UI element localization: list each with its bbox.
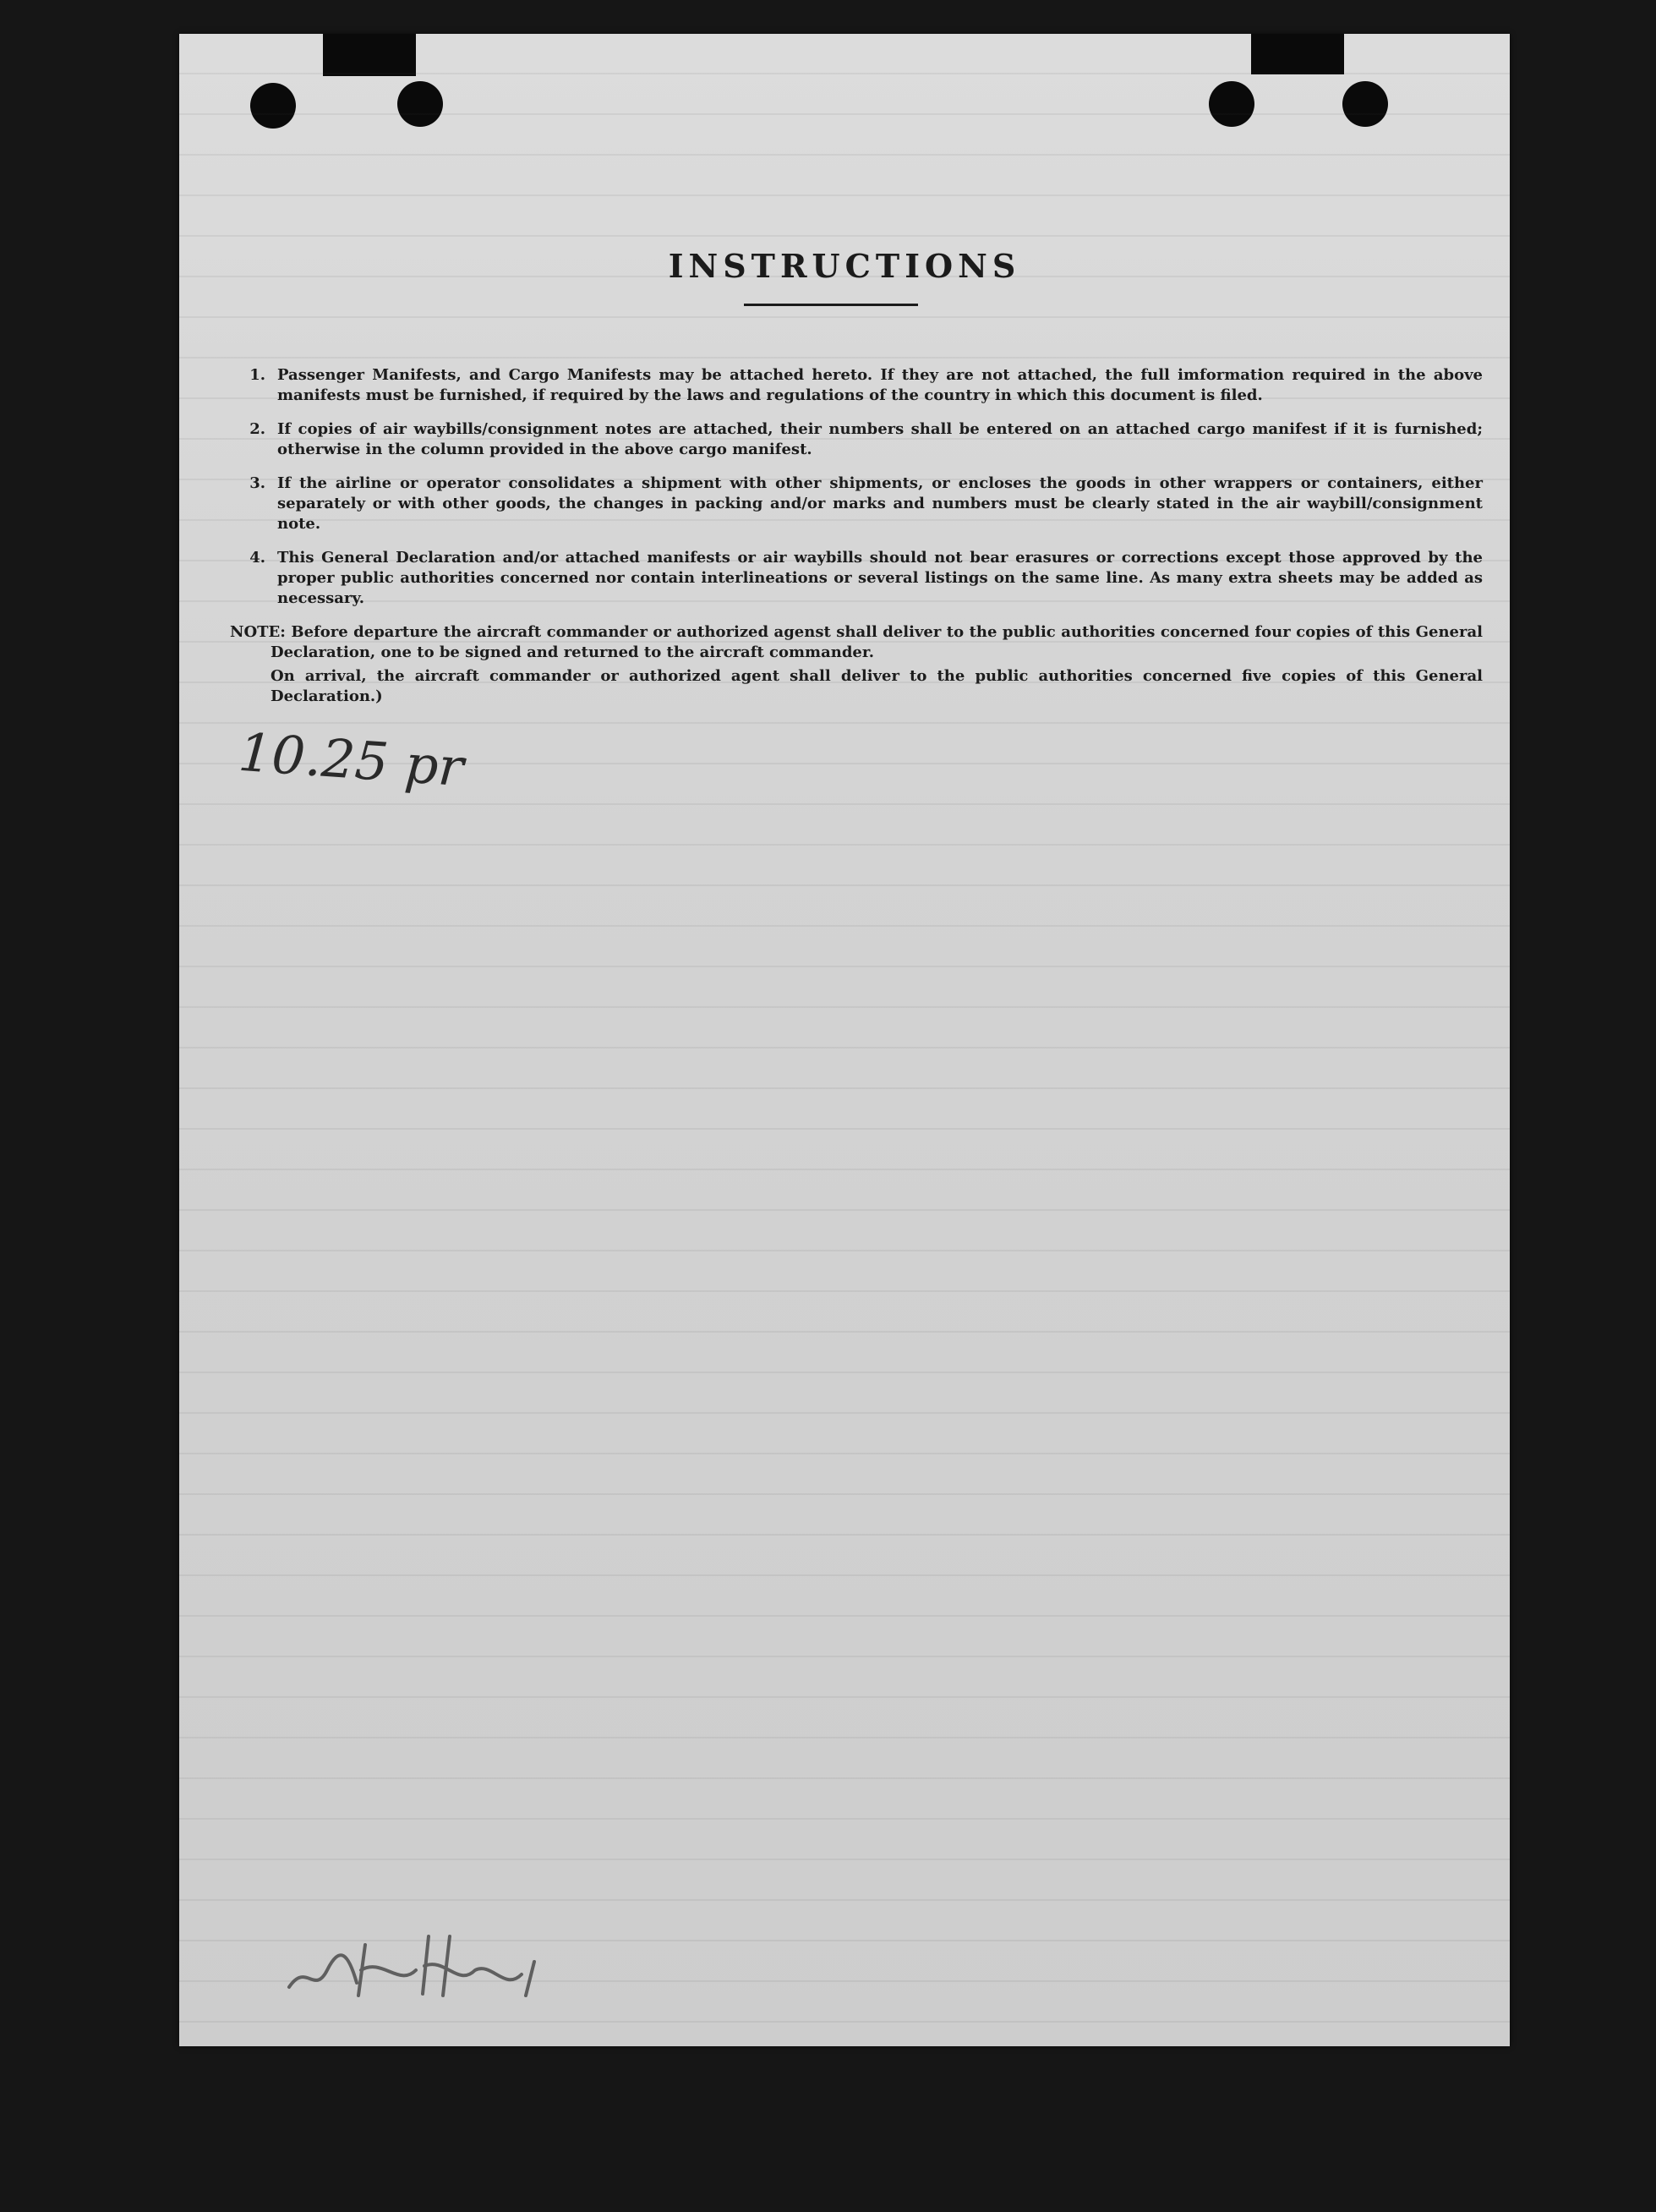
instruction-number: 3.: [249, 474, 265, 492]
note-text-departure: Before departure the aircraft commander or authorized agenst shall deliver to the public authorities concerned four copies of this General Declaration, one to be signed and returned to the aircraft commander.: [271, 623, 1483, 661]
instruction-text: If the airline or operator consolidates a shipment with other shipments, or encloses the goods in other wrappers or containers, either separately or with other goods, the changes in packing and/or marks and numbers must be clearly stated in the air waybill/consignment note.: [277, 474, 1483, 533]
instruction-item: [230, 548, 1483, 609]
instruction-number: 2.: [249, 420, 265, 438]
title-underline: [744, 304, 918, 306]
instruction-number: 1.: [249, 366, 265, 384]
instruction-item: [230, 419, 1483, 460]
instruction-text: Passenger Manifests, and Cargo Manifests may be attached hereto. If they are not attached, the full imformation required in the above manifests must be furnished, if required by the laws and regulations of the country in which this document is filed.: [277, 366, 1483, 404]
instruction-number: 4.: [249, 549, 265, 567]
bleed-through-pattern: [179, 34, 1510, 2046]
document-page: [179, 34, 1510, 2046]
note-text-arrival: On arrival, the aircraft commander or authorized agent shall deliver to the public authorities concerned five copies of this General Declaration.): [271, 667, 1483, 705]
instruction-text: This General Declaration and/or attached manifests or air waybills should not bear erasures or corrections except those approved by the proper public authorities concerned nor contain interlineations or several listings on the same line. As many extra sheets may be added as necessary.: [277, 549, 1483, 607]
instruction-text: If copies of air waybills/consignment notes are attached, their numbers shall be entered on an attached cargo manifest if it is furnished; otherwise in the column provided in the above cargo manifest.: [277, 420, 1483, 458]
handwritten-number: 10.25 pr: [236, 720, 466, 799]
handwritten-signature: [281, 1911, 551, 2012]
page-title: INSTRUCTIONS: [668, 247, 1021, 285]
note-block: [230, 622, 1483, 707]
instruction-list: [230, 365, 1483, 707]
instruction-item: [230, 365, 1483, 406]
instruction-item: [230, 474, 1483, 534]
note-label: NOTE:: [230, 623, 286, 641]
